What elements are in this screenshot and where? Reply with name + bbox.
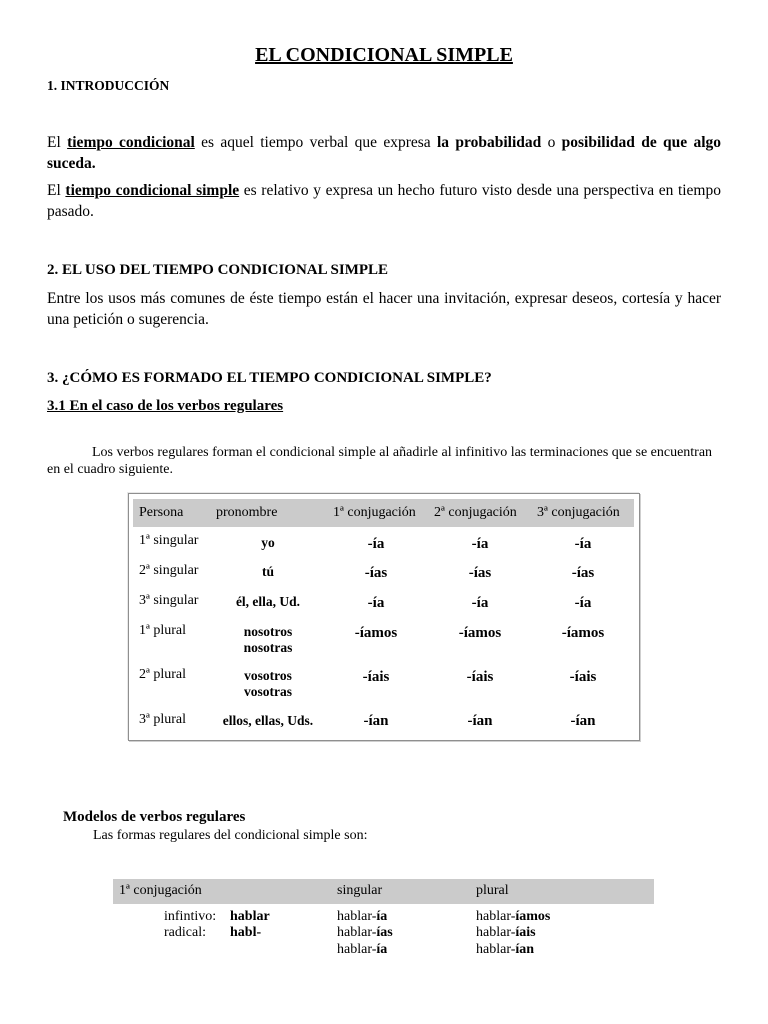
text-run: El <box>47 134 68 151</box>
infinitive-label: infintivo: <box>164 909 217 924</box>
table-cell-persona: 3ª plural <box>139 712 187 727</box>
table-cell-ending: -íamos <box>458 625 502 641</box>
header-pronombre: pronombre <box>216 505 278 520</box>
table-cell-ending: -íamos <box>561 625 605 641</box>
table-cell-pronombre: nosotros <box>243 624 293 639</box>
table-cell-ending: -íais <box>466 669 494 685</box>
table-cell-pronombre: vosotras <box>244 684 292 699</box>
table-cell-ending: -ías <box>364 565 388 581</box>
stem: hablar- <box>476 942 516 957</box>
plural-form-3 <box>476 941 534 958</box>
header-1-conjugacion: 1ª conjugación <box>333 505 416 520</box>
section-2-text: Entre los usos más comunes de éste tiempo están el hacer una invitación, expresar deseos, cortesía y hacer una petición o sugerencia. <box>47 290 721 328</box>
table-cell-ending: -ía <box>367 536 385 552</box>
table-cell-pronombre: vosotros <box>244 668 292 683</box>
singular-form-2 <box>337 924 393 941</box>
models-header-plural: plural <box>476 883 509 898</box>
term-posibilidad: posibilidad de que algo suceda. <box>47 134 722 172</box>
table-cell-ending: -ía <box>574 536 592 552</box>
text-run: o <box>541 134 562 151</box>
term-probabilidad: la probabilidad <box>437 134 542 151</box>
radical-text: habl- <box>230 925 262 940</box>
radical-label: radical: <box>164 925 206 940</box>
table-cell-ending: -íais <box>569 669 597 685</box>
table-cell-ending: -ían <box>467 713 493 729</box>
ending: ía <box>376 909 388 924</box>
table-cell-persona: 2ª plural <box>139 667 187 682</box>
stem: hablar- <box>476 909 516 924</box>
table-cell-ending: -ías <box>468 565 492 581</box>
plural-form-2 <box>476 924 536 941</box>
models-header-conjugacion: 1ª conjugación <box>119 883 202 898</box>
ending: ían <box>515 942 535 957</box>
singular-form-1 <box>337 908 387 925</box>
section-2-heading: 2. EL USO DEL TIEMPO CONDICIONAL SIMPLE <box>47 262 389 278</box>
text-run: El <box>47 182 66 199</box>
term-tiempo-condicional: tiempo condicional <box>67 134 195 151</box>
table-cell-persona: 3ª singular <box>139 593 199 608</box>
models-text: Las formas regulares del condicional simple son: <box>93 828 368 843</box>
ending: íamos <box>515 909 551 924</box>
intro-paragraph-2 <box>47 180 721 222</box>
ending: ías <box>376 925 393 940</box>
section-3-heading: 3. ¿CÓMO ES FORMADO EL TIEMPO CONDICIONAL SIMPLE? <box>47 370 492 386</box>
infinitive-value: hablar <box>230 909 270 924</box>
radical-value <box>230 924 261 941</box>
text-run: es aquel tiempo verbal que expresa <box>194 134 437 151</box>
header-persona: Persona <box>139 505 184 520</box>
table-cell-ending: -ía <box>367 595 385 611</box>
table-cell-persona: 2ª singular <box>139 563 199 578</box>
table-cell-ending: -ías <box>571 565 595 581</box>
table-cell-pronombre: ellos, ellas, Uds. <box>222 713 314 728</box>
table-cell-ending: -ían <box>363 713 389 729</box>
table-cell-pronombre: él, ella, Ud. <box>235 594 301 609</box>
term-tiempo-condicional-simple: tiempo condicional simple <box>65 182 240 199</box>
table-cell-persona: 1ª singular <box>139 533 199 548</box>
table-cell-ending: -ía <box>471 595 489 611</box>
section-1-heading: 1. INTRODUCCIÓN <box>47 78 170 93</box>
ending: íais <box>515 925 536 940</box>
stem: hablar- <box>337 925 377 940</box>
stem: hablar- <box>337 942 377 957</box>
section-3-text: Los verbos regulares forman el condicional simple al añadirle al infinitivo las terminaciones que se encuentran en el cuadro siguiente. <box>47 445 713 477</box>
header-3-conjugacion: 3ª conjugación <box>537 505 620 520</box>
table-cell-ending: -íamos <box>354 625 398 641</box>
ending: ía <box>376 942 388 957</box>
table-cell-pronombre: yo <box>261 535 275 550</box>
section-3-1-heading: 3.1 En el caso de los verbos regulares <box>47 398 284 414</box>
plural-form-1 <box>476 908 550 925</box>
table-cell-pronombre: nosotras <box>243 640 293 655</box>
singular-form-3 <box>337 941 387 958</box>
conjugation-table <box>128 493 640 741</box>
stem: hablar- <box>337 909 377 924</box>
text-run: es relativo y expresa un hecho futuro visto desde una perspectiva en tiempo pasado. <box>47 182 721 220</box>
table-cell-persona: 1ª plural <box>139 623 187 638</box>
table-cell-pronombre: tú <box>261 564 274 579</box>
header-2-conjugacion: 2ª conjugación <box>434 505 517 520</box>
table-cell-ending: -ían <box>570 713 596 729</box>
table-cell-ending: -íais <box>362 669 390 685</box>
page-title: EL CONDICIONAL SIMPLE <box>255 44 513 66</box>
models-heading: Modelos de verbos regulares <box>63 809 246 825</box>
stem: hablar- <box>476 925 516 940</box>
table-cell-ending: -ía <box>574 595 592 611</box>
models-header-singular: singular <box>337 883 383 898</box>
table-cell-ending: -ía <box>471 536 489 552</box>
intro-paragraph-1 <box>47 132 721 174</box>
